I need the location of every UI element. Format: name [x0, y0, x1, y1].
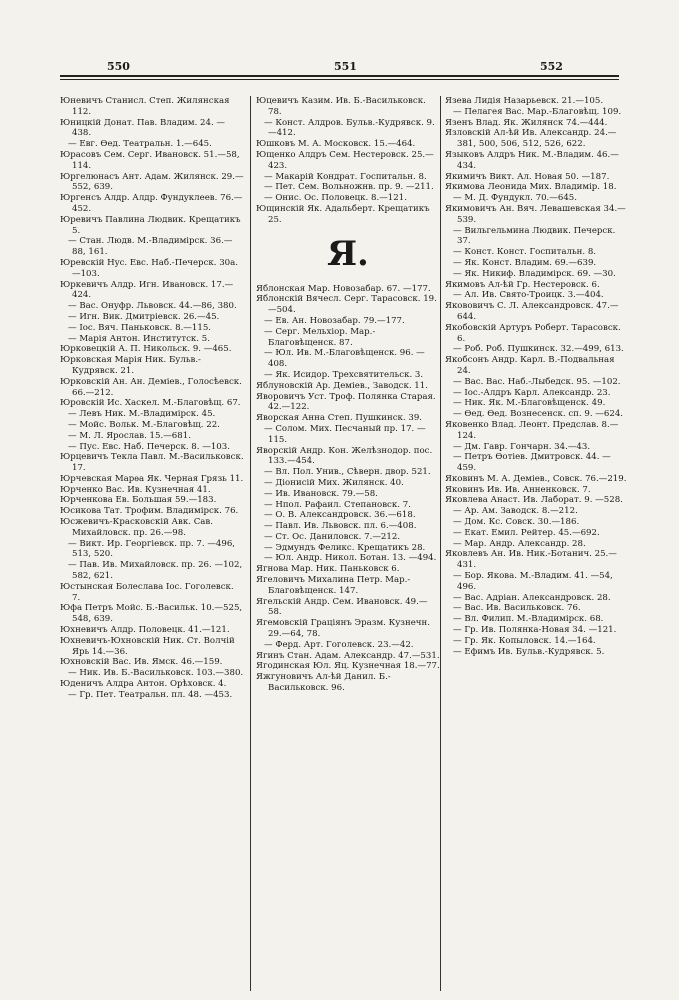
directory-entry: Якимичъ Викт. Ал. Новая 50. —187. [445, 171, 610, 182]
directory-entry: — Діонисій Мих. Жилянск. 40. [264, 477, 404, 488]
directory-entry: Язловскій Ал-ѣй Ив. Александр. 24.—381, 500, 506, 512, 526, 622. [445, 128, 617, 150]
directory-entry: — Серг. Мельхіор. Мар.-Благовѣщенск. 87. [264, 326, 376, 348]
directory-entry: Юденичъ Алдра Антон. Орѣховск. 4. [60, 679, 227, 690]
directory-entry: — Як. Никиф. Владимірск. 69. —30. [453, 268, 616, 279]
directory-entry: Юницкій Донат. Пав. Владим. 24. —438. [60, 117, 226, 139]
column-2-bottom-entries [256, 284, 440, 694]
directory-entry: Юрковская Марія Ник. Бульв.-Кудрявск. 21. [60, 355, 201, 376]
directory-entry: Яковлевъ Ан. Ив. Ник.-Ботанич. 25.—431. [445, 549, 617, 571]
directory-entry: — Як. Конст. Владим. 69.—639. [453, 257, 597, 268]
directory-entry: Юцевичъ Казим. Ив. Б.-Васильковск. 78. [256, 96, 426, 117]
directory-entry: Юрковецкій А. П. Никольск. 9. —465. [60, 344, 232, 355]
directory-entry: Язенъ Влад. Як. Жилянск 74.—444. [445, 117, 608, 128]
directory-entry: Якимовъ Ал-ѣй Гр. Нестеровск. 6. [445, 279, 600, 290]
directory-entry: — Іос.-Алдръ Карл. Александр. 23. [453, 387, 611, 398]
directory-entry: — Конст. Алдров. Бульв.-Кудрявск. 9.—412. [264, 117, 435, 139]
directory-entry: Юровскій Ис. Хаскел. М.-Благовѣщ. 67. [60, 398, 241, 409]
directory-entry: — Пус. Евс. Наб. Печерск. 8. —103. [68, 441, 230, 452]
directory-entry: — Евг. Ѳед. Театральн. 1.—645. [68, 139, 212, 150]
directory-entry: Ющенко Алдръ Сем. Нестеровск. 25.—423. [256, 149, 434, 171]
directory-entry: Юркевичъ Алдр. Игн. Ивановск. 17.—424. [60, 279, 234, 301]
directory-entry: — Дом. Кс. Совск. 30.—186. [453, 517, 580, 528]
directory-entry: Юрцевичъ Текла Павл. М.-Васильковск. 17. [60, 452, 244, 474]
directory-entry: — Юл. Андр. Никол. Ботан. 13. —494. [264, 553, 437, 564]
directory-entry: — Макарій Кондрат. Госпитальн. 8. [264, 171, 427, 182]
directory-entry: — Ар. Ам. Заводск. 8.—212. [453, 506, 578, 517]
header-rule-thin [60, 79, 619, 80]
column-divider [250, 96, 251, 991]
directory-entry: — Ник. Як. М.-Благовѣщенск. 49. [453, 398, 606, 409]
directory-entry: — М. Л. Ярослав. 15.—681. [68, 430, 191, 441]
section-letter: Я. [327, 233, 369, 274]
directory-entry: Якобовскій Артуръ Роберт. Тарасовск. 6. [445, 322, 621, 344]
directory-entry: Яворовичъ Уст. Троф. Полянка Старая. 42.—122. [256, 391, 436, 413]
directory-entry: — Гр. Пет. Театральн. пл. 48. —453. [68, 689, 233, 700]
directory-entry: — Ефимъ Ив. Бульв.-Кудрявск. 5. [453, 646, 605, 657]
directory-entry: — Ал. Ив. Свято-Троицк. 3.—404. [453, 290, 604, 301]
directory-entry: Якововичъ С. Л. Александровск. 47.—644. [445, 301, 619, 322]
directory-entry: Юрченко Вас. Ив. Кузнечная 41. [60, 484, 211, 495]
directory-entry: Юргенсъ Алдр. Алдр. Фундуклеев. 76.—452. [60, 193, 243, 214]
directory-entry: — Пелагея Вас. Мар.-Благовѣщ. 109. [453, 106, 622, 117]
directory-entry: Юсжевичъ-Красковскій Авк. Сав. Михайловск. пр. 26.—98. [60, 517, 213, 538]
directory-entry: — М. Д. Фундукл. 70.—645. [453, 193, 577, 204]
column-divider [440, 96, 441, 991]
directory-entry: Яворская Анна Степ. Пушкинск. 39. [256, 413, 423, 424]
directory-entry: — Петръ Ѳотіев. Дмитровск. 44. —459. [453, 452, 611, 474]
directory-entry: Яблонскій Вячесл. Серг. Тарасовск. 19.—504. [256, 294, 437, 316]
directory-entry: Яковенко Влад. Леонт. Предслав. 8.—124. [445, 419, 619, 441]
directory-entry: — Эдмундъ Феликс. Крещатикъ 28. [264, 542, 426, 553]
directory-entry: Юрчевская Марѳа Як. Черная Грязь 11. [60, 473, 244, 484]
directory-entry: — Конст. Конст. Госпитальн. 8. [453, 247, 597, 258]
directory-entry: Языковъ Алдръ Ник. М.-Владим. 46.—434. [445, 149, 619, 171]
directory-entry: Яблуновскій Ар. Деміев., Заводск. 11. [256, 380, 428, 391]
directory-entry: Юревскій Нус. Евс. Наб.-Печерск. 30а.—103. [60, 257, 239, 279]
directory-entry: Якобсонъ Андр. Карл. В.-Подвальная 24. [445, 355, 615, 376]
directory-entry: Яковинъ М. А. Деміев., Совск. 76.—219. [445, 473, 627, 484]
directory-entry: Юрасовъ Сем. Серг. Ивановск. 51.—58, 114. [60, 149, 240, 171]
directory-entry: Яблонская Мар. Новозабар. 67. —177. [256, 283, 431, 294]
page-number-middle: 551 [334, 60, 357, 73]
directory-entry: — Вас. Онуфр. Львовск. 44.—86, 380. [68, 301, 237, 312]
directory-entry: — Вас. Адріан. Александровск. 28. [453, 592, 611, 603]
directory-entry: Ягинъ Стан. Адам. Александр. 47.—531. [256, 650, 440, 661]
column-2-top-entries [256, 96, 440, 226]
directory-entry: — Нпол. Рафаил. Степановск. 7. [264, 499, 411, 510]
directory-entry: Ющинскій Як. Адальберт. Крещатикъ 25. [256, 203, 430, 225]
directory-entry: Юрковскій Ан. Ан. Деміев., Голосѣевск. 66.—212. [60, 376, 242, 398]
directory-entry: — Солом. Мих. Песчаный пр. 17. —115. [264, 423, 426, 445]
directory-entry: Юхневичъ Алдр. Половецк. 41.—121. [60, 625, 230, 636]
directory-entry: — Вас. Ив. Васильковск. 76. [453, 603, 581, 614]
column-3 [445, 96, 629, 991]
directory-entry: — Вильгельмина Людвик. Печерск. 37. [453, 225, 616, 247]
directory-entry: Юхневичъ-Юхновскій Ник. Ст. Волчій Ярь 14.—36. [60, 635, 235, 657]
directory-entry: — Гр. Ив. Полянка-Новая 34. —121. [453, 625, 617, 636]
directory-entry: — Роб. Роб. Пушкинск. 32.—499, 613. [453, 344, 624, 355]
page-number-right: 552 [540, 60, 563, 73]
directory-entry: — Ев. Ан. Новозабар. 79.—177. [264, 315, 405, 326]
directory-entry: Юсикова Тат. Трофим. Владимірск. 76. [60, 506, 239, 517]
directory-entry: Ягельскій Андр. Сем. Ивановск. 49.—58. [256, 596, 428, 618]
directory-entry: Юшковъ М. А. Московск. 15.—464. [256, 139, 416, 150]
directory-entry: — Вл. Филип. М.-Владимірск. 68. [453, 614, 604, 625]
directory-entry: — Пет. Сем. Вольножнв. пр. 9. —211. [264, 182, 434, 193]
directory-entry: — Викт. Ир. Георгіевск. пр. 7. —496, 513, 520. [68, 538, 236, 560]
directory-entry: — Іос. Вяч. Паньковск. 8.—115. [68, 322, 212, 333]
directory-entry: — Левъ Ник. М.-Владимірск. 45. [68, 409, 216, 420]
directory-entry: — Вас. Вас. Наб.-Лыбедск. 95. —102. [453, 376, 621, 387]
directory-entry: — Пав. Ив. Михайловск. пр. 26. —102, 582, 621. [68, 560, 243, 582]
directory-entry: — Дм. Гавр. Гончарн. 34.—43. [453, 441, 591, 452]
directory-entry: Юфа Петръ Мойс. Б.-Васильк. 10.—525, 548, 639. [60, 603, 243, 625]
directory-entry: — Мойс. Вольк. М.-Благовѣщ. 22. [68, 419, 220, 430]
directory-entry: — Гр. Як. Копыловск. 14.—164. [453, 635, 596, 646]
page-header [60, 0, 619, 76]
directory-entry: — Онис. Ос. Половецк. 8.—121. [264, 193, 407, 204]
directory-entry: Яжгуновичъ Ал-ѣй Данил. Б.-Васильковск. 96. [256, 672, 391, 694]
directory-entry: Юрченкова Ев. Большая 59.—183. [60, 495, 217, 506]
directory-entry: — Ферд. Арт. Гоголевск. 23.—42. [264, 639, 414, 650]
directory-entry: — О. В. Александровск. 36.—618. [264, 510, 416, 521]
directory-entry: Ягнова Мар. Ник. Паньковск 6. [256, 564, 400, 575]
directory-entry: Яворскій Андр. Кон. Желѣзнодор. пос. 133.—454. [256, 445, 433, 467]
directory-entry: Ягодинская Юл. Яц. Кузнечная 18.—77. [256, 661, 440, 672]
page-number-left: 550 [107, 60, 130, 73]
directory-entry: Юргелюнасъ Ант. Адам. Жилянск. 29.—552, 639. [60, 171, 244, 193]
directory-entry: — Марія Антон. Институтск. 5. [68, 333, 210, 344]
directory-entry: — Вл. Пол. Унив., Сѣверн. двор. 521. [264, 467, 431, 478]
directory-entry: Яковинъ Ив. Ив. Анненковск. 7. [445, 484, 591, 495]
column-2 [256, 96, 440, 991]
directory-entry: Яковлева Анаст. Ив. Лаборат. 9. —528. [445, 495, 623, 506]
directory-entry: Юстынская Болеслава Іос. Гоголевск. 7. [60, 581, 234, 603]
directory-entry: — Ив. Ивановск. 79.—58. [264, 488, 378, 499]
directory-entry: — Павл. Ив. Львовск. пл. 6.—408. [264, 521, 417, 532]
directory-entry: — Юл. Ив. М.-Благовѣщенск. 96. —408. [264, 348, 425, 370]
directory-entry: Язева Лидія Назарьевск. 21.—105. [445, 96, 604, 106]
directory-entry: Юревичъ Павлина Людвик. Крещатикъ 5. [60, 214, 241, 236]
directory-entry: Юхновскій Вас. Ив. Ямск. 46.—159. [60, 657, 223, 668]
directory-entry: — Стан. Людв. М.-Владимірск. 36.—88, 161. [68, 236, 233, 258]
directory-entry: Ягеловичъ Михалина Петр. Мар.-Благовѣщенск. 147. [256, 575, 411, 596]
directory-entry: — Мар. Андр. Александр. 28. [453, 538, 586, 549]
directory-entry: — Ст. Ос. Даниловск. 7.—212. [264, 531, 401, 542]
directory-entry: — Ѳед. Ѳед. Вознесенск. сп. 9. —624. [453, 409, 624, 420]
header-rule-thick [60, 75, 619, 77]
directory-entry: — Игн. Вик. Дмитріевск. 26.—45. [68, 311, 220, 322]
directory-entry: — Ник. Ив. Б.-Васильковск. 103.—380. [68, 668, 244, 679]
directory-entry: — Бор. Якова. М.-Владим. 41. —54, 496. [453, 571, 613, 592]
directory-entry: — Екат. Емил. Рейтер. 45.—692. [453, 527, 600, 538]
directory-entry: Юневичъ Станисл. Степ. Жилянская 112. [60, 96, 230, 117]
directory-entry: — Як. Исидор. Трехсвятительск. 3. [264, 369, 424, 380]
directory-columns [60, 96, 627, 991]
directory-entry: Ягемовскій Граціянъ Эразм. Кузнечн. 29.—64, 78. [256, 618, 430, 640]
directory-entry: Якимовичъ Ан. Вяч. Левашевская 34.—539. [445, 203, 626, 225]
directory-entry: Якимова Леонида Мих. Владимір. 18. [445, 182, 617, 193]
column-1 [60, 96, 244, 991]
